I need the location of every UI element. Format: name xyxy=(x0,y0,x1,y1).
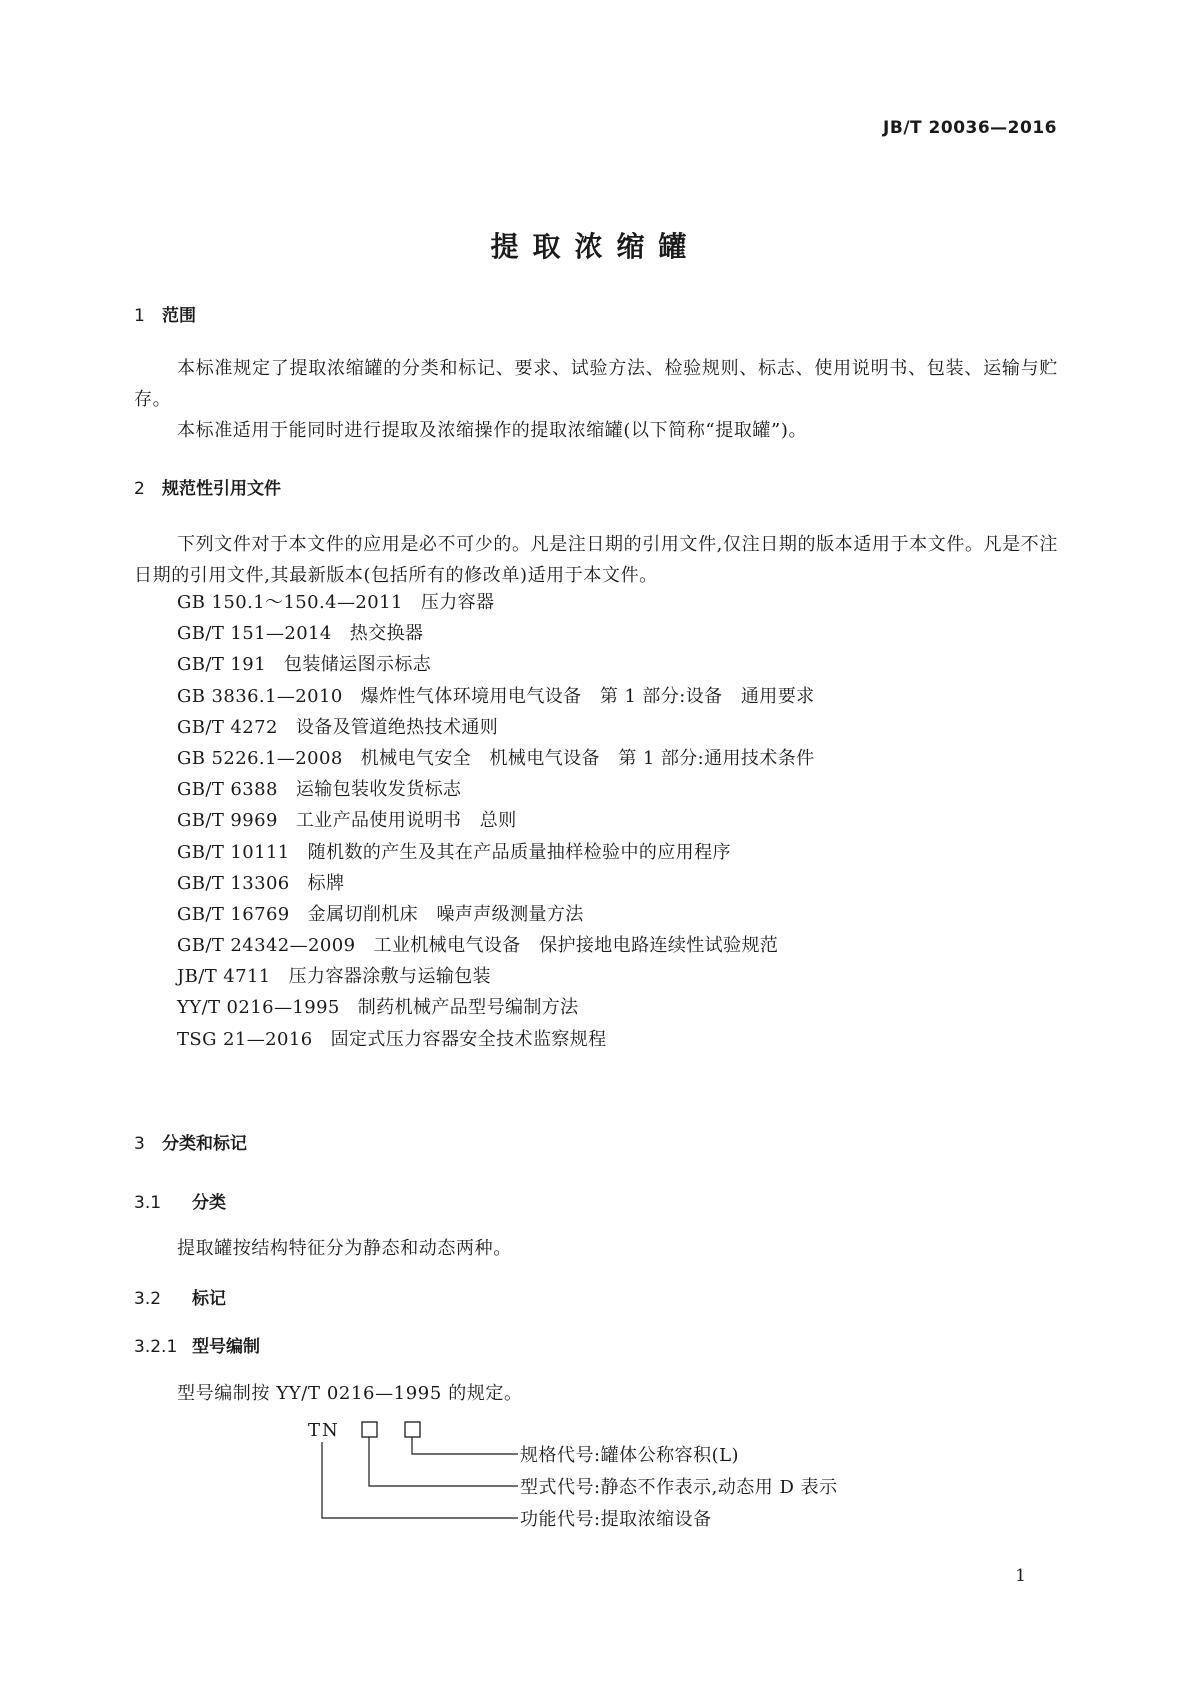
reference-item xyxy=(177,743,815,774)
section-title: 分类 xyxy=(192,1193,226,1213)
reference-title: 工业机械电气设备 保护接地电路连续性试验规范 xyxy=(373,935,779,957)
section-3-heading xyxy=(134,1129,247,1154)
reference-title: 设备及管道绝热技术通则 xyxy=(295,716,499,738)
section-number: 3.1 xyxy=(134,1193,162,1213)
reference-code: GB/T 13306 xyxy=(177,872,290,894)
reference-code: GB/T 151—2014 xyxy=(177,623,332,645)
paragraph: 本标准适用于能同时进行提取及浓缩操作的提取浓缩罐(以下简称“提取罐”)。 xyxy=(177,420,808,441)
document-title: 提取浓缩罐 xyxy=(490,230,701,263)
reference-title: 运输包装收发货标志 xyxy=(295,779,462,801)
section-1-heading xyxy=(134,301,196,326)
paragraph: 提取罐按结构特征分为静态和动态两种。 xyxy=(177,1238,512,1259)
reference-item xyxy=(177,868,815,899)
standard-code: JB/T 20036—2016 xyxy=(883,118,1057,138)
reference-item xyxy=(177,805,815,836)
section-number: 3.2 xyxy=(134,1289,162,1309)
reference-title: 随机数的产生及其在产品质量抽样检验中的应用程序 xyxy=(307,841,731,863)
spec-box-2 xyxy=(405,1422,420,1437)
section-title: 型号编制 xyxy=(192,1337,260,1357)
section-title: 分类和标记 xyxy=(162,1134,247,1154)
reference-code: TSG 21—2016 xyxy=(177,1028,313,1050)
section-number: 1 xyxy=(134,306,145,326)
reference-item xyxy=(177,837,815,868)
section-number: 3.2.1 xyxy=(134,1337,178,1357)
reference-item xyxy=(177,712,815,743)
reference-item xyxy=(177,930,815,961)
reference-code: GB 3836.1—2010 xyxy=(177,685,343,707)
section-number: 2 xyxy=(134,479,145,499)
function-code-label: 功能代号:提取浓缩设备 xyxy=(520,1509,712,1530)
section-title: 规范性引用文件 xyxy=(162,479,281,499)
reference-title: 热交换器 xyxy=(349,623,424,645)
reference-item xyxy=(177,899,815,930)
reference-title: 工业产品使用说明书 总则 xyxy=(295,810,517,832)
reference-title: 标牌 xyxy=(307,872,345,894)
reference-code: GB/T 191 xyxy=(177,654,266,676)
section-title: 标记 xyxy=(192,1289,226,1309)
reference-item xyxy=(177,649,815,680)
model-prefix: TN xyxy=(308,1420,340,1441)
reference-code: YY/T 0216—1995 xyxy=(177,997,340,1019)
reference-code: JB/T 4711 xyxy=(177,966,271,988)
spec-code-label: 规格代号:罐体公称容积(L) xyxy=(520,1445,740,1466)
reference-list xyxy=(177,587,815,1055)
section-2-heading xyxy=(134,474,281,499)
reference-item xyxy=(177,618,815,649)
section-3-1-heading xyxy=(134,1188,226,1213)
model-code-diagram xyxy=(300,1418,920,1538)
paragraph: 型号编制按 YY/T 0216—1995 的规定。 xyxy=(177,1383,523,1404)
reference-item xyxy=(177,774,815,805)
reference-item xyxy=(177,1024,815,1055)
reference-code: GB 5226.1—2008 xyxy=(177,747,343,769)
paragraph: 本标准规定了提取浓缩罐的分类和标记、要求、试验方法、检验规则、标志、使用说明书、包装、运输与贮存。 xyxy=(134,358,1058,410)
reference-code: GB/T 6388 xyxy=(177,779,278,801)
type-code-label: 型式代号:静态不作表示,动态用 D 表示 xyxy=(520,1477,838,1498)
connector-line xyxy=(412,1437,518,1454)
page-number: 1 xyxy=(1015,1566,1026,1586)
spec-box-1 xyxy=(362,1422,377,1437)
section-title: 范围 xyxy=(162,306,196,326)
reference-code: GB/T 24342—2009 xyxy=(177,935,356,957)
reference-code: GB/T 16769 xyxy=(177,903,290,925)
reference-code: GB 150.1～150.4—2011 xyxy=(177,592,403,613)
reference-code: GB/T 4272 xyxy=(177,716,278,738)
reference-title: 机械电气安全 机械电气设备 第 1 部分:通用技术条件 xyxy=(360,747,815,769)
reference-title: 包装储运图示标志 xyxy=(283,654,432,676)
reference-title: 压力容器涂敷与运输包装 xyxy=(288,966,492,988)
reference-item xyxy=(177,961,815,992)
section-number: 3 xyxy=(134,1134,145,1154)
reference-title: 固定式压力容器安全技术监察规程 xyxy=(330,1028,607,1050)
reference-item xyxy=(177,587,815,618)
reference-title: 爆炸性气体环境用电气设备 第 1 部分:设备 通用要求 xyxy=(360,685,815,707)
reference-title: 金属切削机床 噪声声级测量方法 xyxy=(307,903,584,925)
connector-line xyxy=(369,1437,518,1486)
reference-title: 压力容器 xyxy=(420,592,495,613)
reference-item xyxy=(177,681,815,712)
reference-title: 制药机械产品型号编制方法 xyxy=(357,997,579,1019)
section-3-2-1-heading xyxy=(134,1332,260,1357)
paragraph: 下列文件对于本文件的应用是必不可少的。凡是注日期的引用文件,仅注日期的版本适用于本文件。凡是不注日期的引用文件,其最新版本(包括所有的修改单)适用于本文件。 xyxy=(134,534,1058,586)
section-3-2-heading xyxy=(134,1284,226,1309)
reference-code: GB/T 9969 xyxy=(177,810,278,832)
reference-code: GB/T 10111 xyxy=(177,841,290,863)
reference-item xyxy=(177,992,815,1023)
